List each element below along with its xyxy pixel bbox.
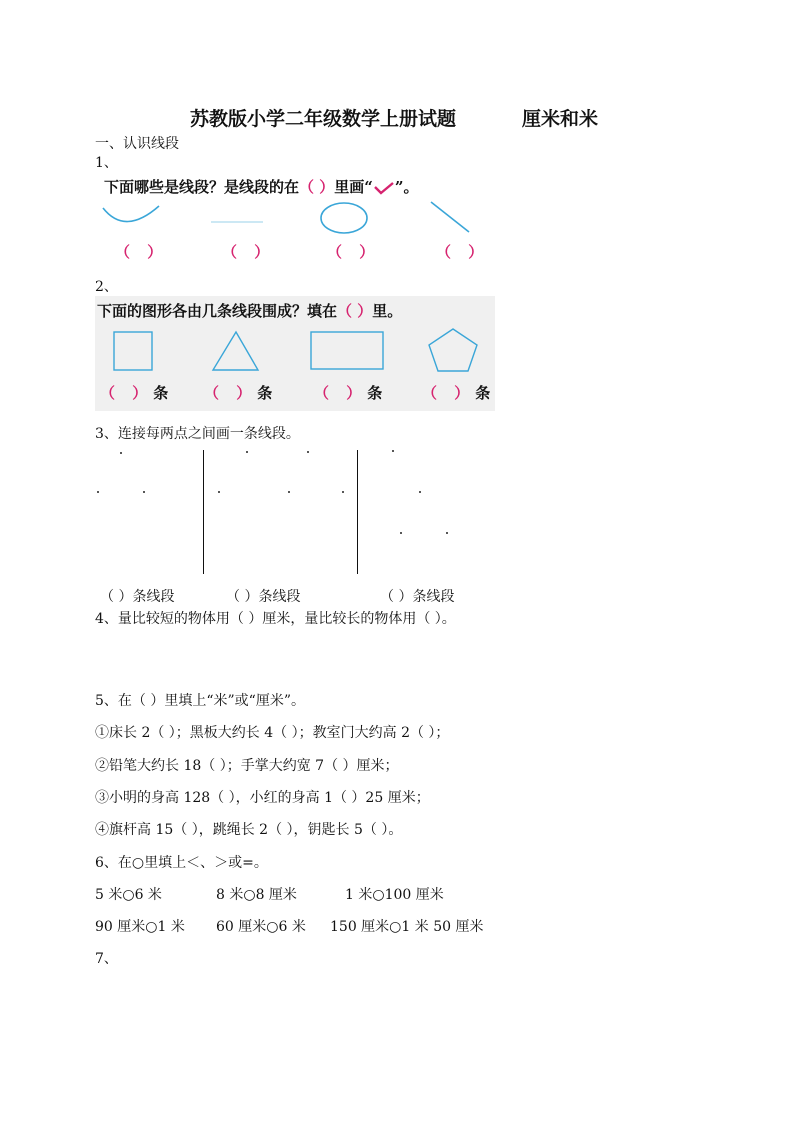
square-figure (114, 332, 152, 370)
point[interactable] (120, 452, 122, 454)
q1-answer-2[interactable]: （ ） (222, 243, 276, 261)
q3-answer-3[interactable]: （ ）条线段 (380, 589, 455, 605)
point[interactable] (246, 451, 248, 453)
q6-item: 5 米○6 米 (95, 887, 162, 903)
point[interactable] (218, 491, 220, 493)
point[interactable] (446, 532, 448, 534)
q6-prompt: 6、在○里填上＜、＞或=。 (95, 855, 268, 871)
ellipse-figure (321, 203, 367, 233)
point[interactable] (400, 532, 402, 534)
rectangle-figure (311, 332, 383, 369)
pentagon-figure (429, 329, 477, 371)
q3-answer-2[interactable]: （ ）条线段 (226, 589, 301, 605)
q6-item: 8 米○8 厘米 (216, 887, 297, 903)
q2-answer-3[interactable]: （ ）条 (314, 384, 383, 402)
section-heading: 一、认识线段 (95, 136, 179, 152)
q5-line-3: ③小明的身高 128（ ），小红的身高 1（ ）25 厘米； (95, 790, 430, 806)
q5-line-4: ④旗杆高 15（ ），跳绳长 2（ ），钥匙长 5（ ）。 (95, 822, 403, 838)
point[interactable] (342, 491, 344, 493)
q2-answer-4[interactable]: （ ）条 (422, 384, 491, 402)
divider-line (357, 450, 358, 574)
point[interactable] (143, 491, 145, 493)
q6-item: 60 厘米○6 米 (216, 919, 306, 935)
q3-answer-1[interactable]: （ ）条线段 (100, 589, 175, 605)
q2-number: 2、 (95, 279, 118, 295)
q1-figures (95, 196, 495, 241)
page-subtitle: 厘米和米 (522, 108, 599, 130)
point[interactable] (97, 491, 99, 493)
q3-prompt: 3、连接每两点之间画一条线段。 (95, 426, 300, 442)
curve-figure (103, 206, 159, 222)
divider-line (203, 450, 204, 574)
q1-number: 1、 (95, 155, 118, 171)
q1-answer-4[interactable]: （ ） (436, 243, 490, 261)
q2-figures (95, 322, 495, 374)
q5-line-1: ①床长 2（ ）；黑板大约长 4（ ）；教室门大约高 2（ ）； (95, 725, 450, 741)
q2-prompt: 下面的图形各由几条线段围成？填在（ ）里。 (97, 302, 403, 320)
q5-prompt: 5、在（ ）里填上“米”或“厘米”。 (95, 693, 305, 709)
q1-prompt: 下面哪些是线段？是线段的在（ ）里画“ ”。 (104, 178, 419, 196)
point[interactable] (419, 491, 421, 493)
q1-answer-3[interactable]: （ ） (327, 243, 381, 261)
triangle-figure (213, 332, 258, 370)
q6-item: 1 米○100 厘米 (345, 887, 444, 903)
point[interactable] (288, 491, 290, 493)
q5-line-2: ②铅笔大约长 18（ ）；手掌大约宽 7（ ）厘米； (95, 758, 399, 774)
page-title: 苏教版小学二年级数学上册试题 (190, 108, 457, 130)
q4-text: 4、量比较短的物体用（ ）厘米，量比较长的物体用（ ）。 (95, 611, 456, 627)
q6-item: 150 厘米○1 米 50 厘米 (330, 919, 484, 935)
q7-number: 7、 (95, 951, 118, 967)
ray-figure (431, 202, 469, 232)
point[interactable] (307, 451, 309, 453)
q6-item: 90 厘米○1 米 (95, 919, 185, 935)
q1-answer-1[interactable]: （ ） (115, 243, 169, 261)
q2-answer-1[interactable]: （ ）条 (100, 384, 169, 402)
q2-answer-2[interactable]: （ ）条 (204, 384, 273, 402)
checkmark-icon (373, 181, 395, 195)
point[interactable] (392, 450, 394, 452)
